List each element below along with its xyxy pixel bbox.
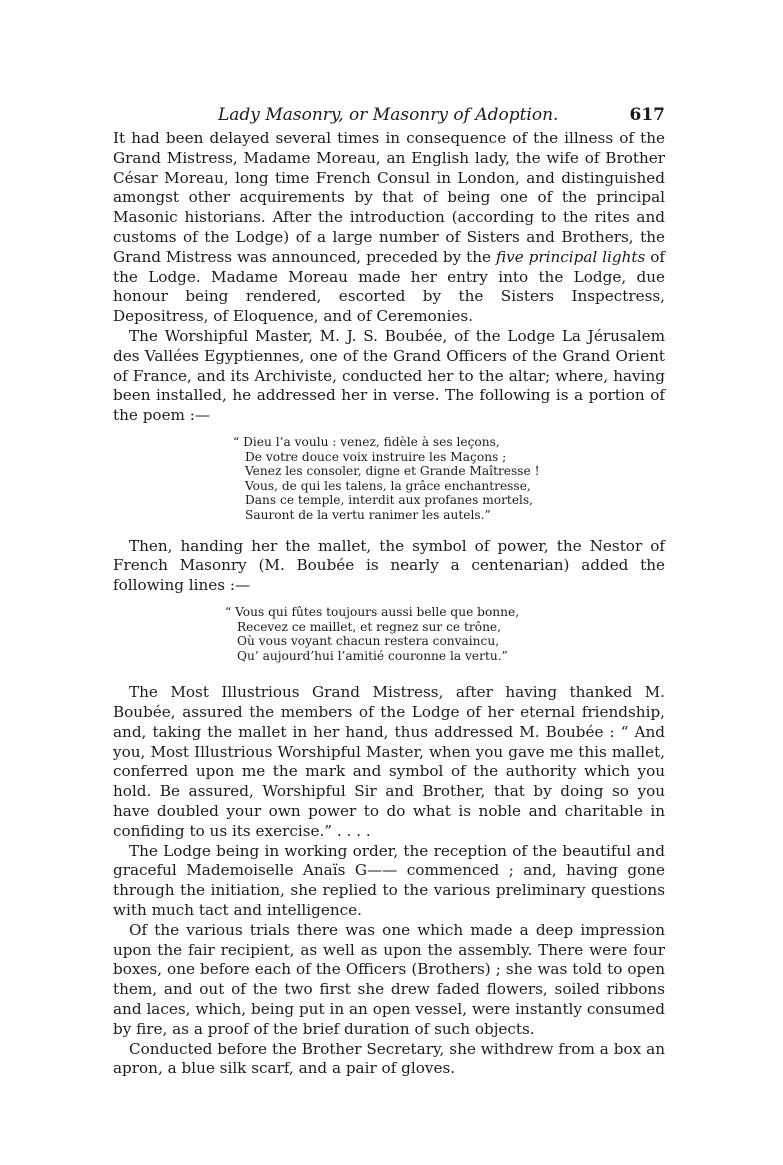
- paragraph-3: Then, handing her the mallet, the symbol of power, the Nestor of French Masonry (M. Boubée is nearly a centenarian) added the following lines :—: [113, 536, 665, 595]
- poem-1-line: Venez les consoler, digne et Grande Maîtresse !: [245, 464, 540, 479]
- poem-1-line: Sauront de la vertu ranimer les autels.”: [245, 507, 491, 522]
- paragraph-4: The Most Illustrious Grand Mistress, after having thanked M. Boubée, assured the members of the Lodge of her eternal friendship, and, taking the mallet in her hand, thus addressed M. Boubée : “ And you, Most Illustrious Worshipful Master, when you gave me this mallet, conferred upon me the mark and symbol of the authority which you hold. Be assured, Worshipful Sir and Brother, that by doing so you have doubled your own power to do what is noble and charitable in confiding to us its exercise.” . . . .: [113, 683, 665, 840]
- poem-2-line: Qu’ aujourd’hui l’amitié couronne la vertu.”: [237, 648, 508, 663]
- poem-1-line: Dans ce temple, interdit aux profanes mortels,: [245, 493, 534, 508]
- paragraph-7: Conducted before the Brother Secretary, she withdrew from a box an apron, a blue silk scarf, and a pair of gloves.: [113, 1039, 665, 1078]
- paragraph-1-emphasis: five principal lights: [495, 247, 646, 266]
- paragraph-1-text-a: It had been delayed several times in consequence of the illness of the Grand Mistress, Madame Moreau, an English lady, the wife of Brother César Moreau, long time French Consul in London, and distinguished amongst other acquirements by that of being one of the principal Masonic historians. After the introduction (according to the rites and customs of the Lodge) of a large number of Sisters and Brothers, the Grand Mistress was announced, preceded by the: [113, 129, 665, 266]
- paragraph-1-text-b: of the Lodge. Madame Moreau made her entry into the Lodge, due honour being rendered, escorted by the Sisters Inspectress, Depositress, of Eloquence, and of Ceremonies.: [113, 247, 666, 326]
- poem-quotation-2: [113, 605, 665, 663]
- running-head: [113, 103, 665, 129]
- poem-2-line: “ Vous qui fûtes toujours aussi belle que bonne,: [225, 604, 520, 619]
- paragraph-6: Of the various trials there was one which made a deep impression upon the fair recipient, as well as upon the assembly. There were four boxes, one before each of the Officers (Brothers) ; she was told to open them, and out of the two first she drew faded flowers, soiled ribbons and laces, which, being put in an open vessel, were instantly consumed by fire, as a proof of the brief duration of such objects.: [113, 920, 665, 1038]
- running-title: Lady Masonry, or Masonry of Adoption.: [218, 105, 559, 125]
- poem-quotation-1: [113, 435, 665, 523]
- poem-1-line: Vous, de qui les talens, la grâce enchantresse,: [245, 478, 531, 493]
- book-page: [113, 103, 665, 1079]
- poem-2-line: Recevez ce maillet, et regnez sur ce trône,: [237, 619, 502, 634]
- poem-2-line: Où vous voyant chacun restera convaincu,: [237, 634, 500, 649]
- poem-1-line: “ Dieu l’a voulu : venez, fidèle à ses leçons,: [233, 434, 500, 449]
- body-text: [113, 129, 665, 1079]
- paragraph-5: The Lodge being in working order, the reception of the beautiful and graceful Mademoiselle Anaïs G—— commenced ; and, having gone through the initiation, she replied to the various preliminary questions with much tact and intelligence.: [113, 841, 665, 920]
- paragraph-2: The Worshipful Master, M. J. S. Boubée, of the Lodge La Jérusalem des Vallées Egyptiennes, one of the Grand Officers of the Grand Orient of France, and its Archiviste, conducted her to the altar; where, having been installed, he addressed her in verse. The following is a portion of the poem :—: [113, 326, 665, 425]
- page-number: 617: [629, 105, 665, 125]
- poem-1-line: De votre douce voix instruire les Maçons ;: [245, 449, 507, 464]
- paragraph-1: [113, 129, 665, 327]
